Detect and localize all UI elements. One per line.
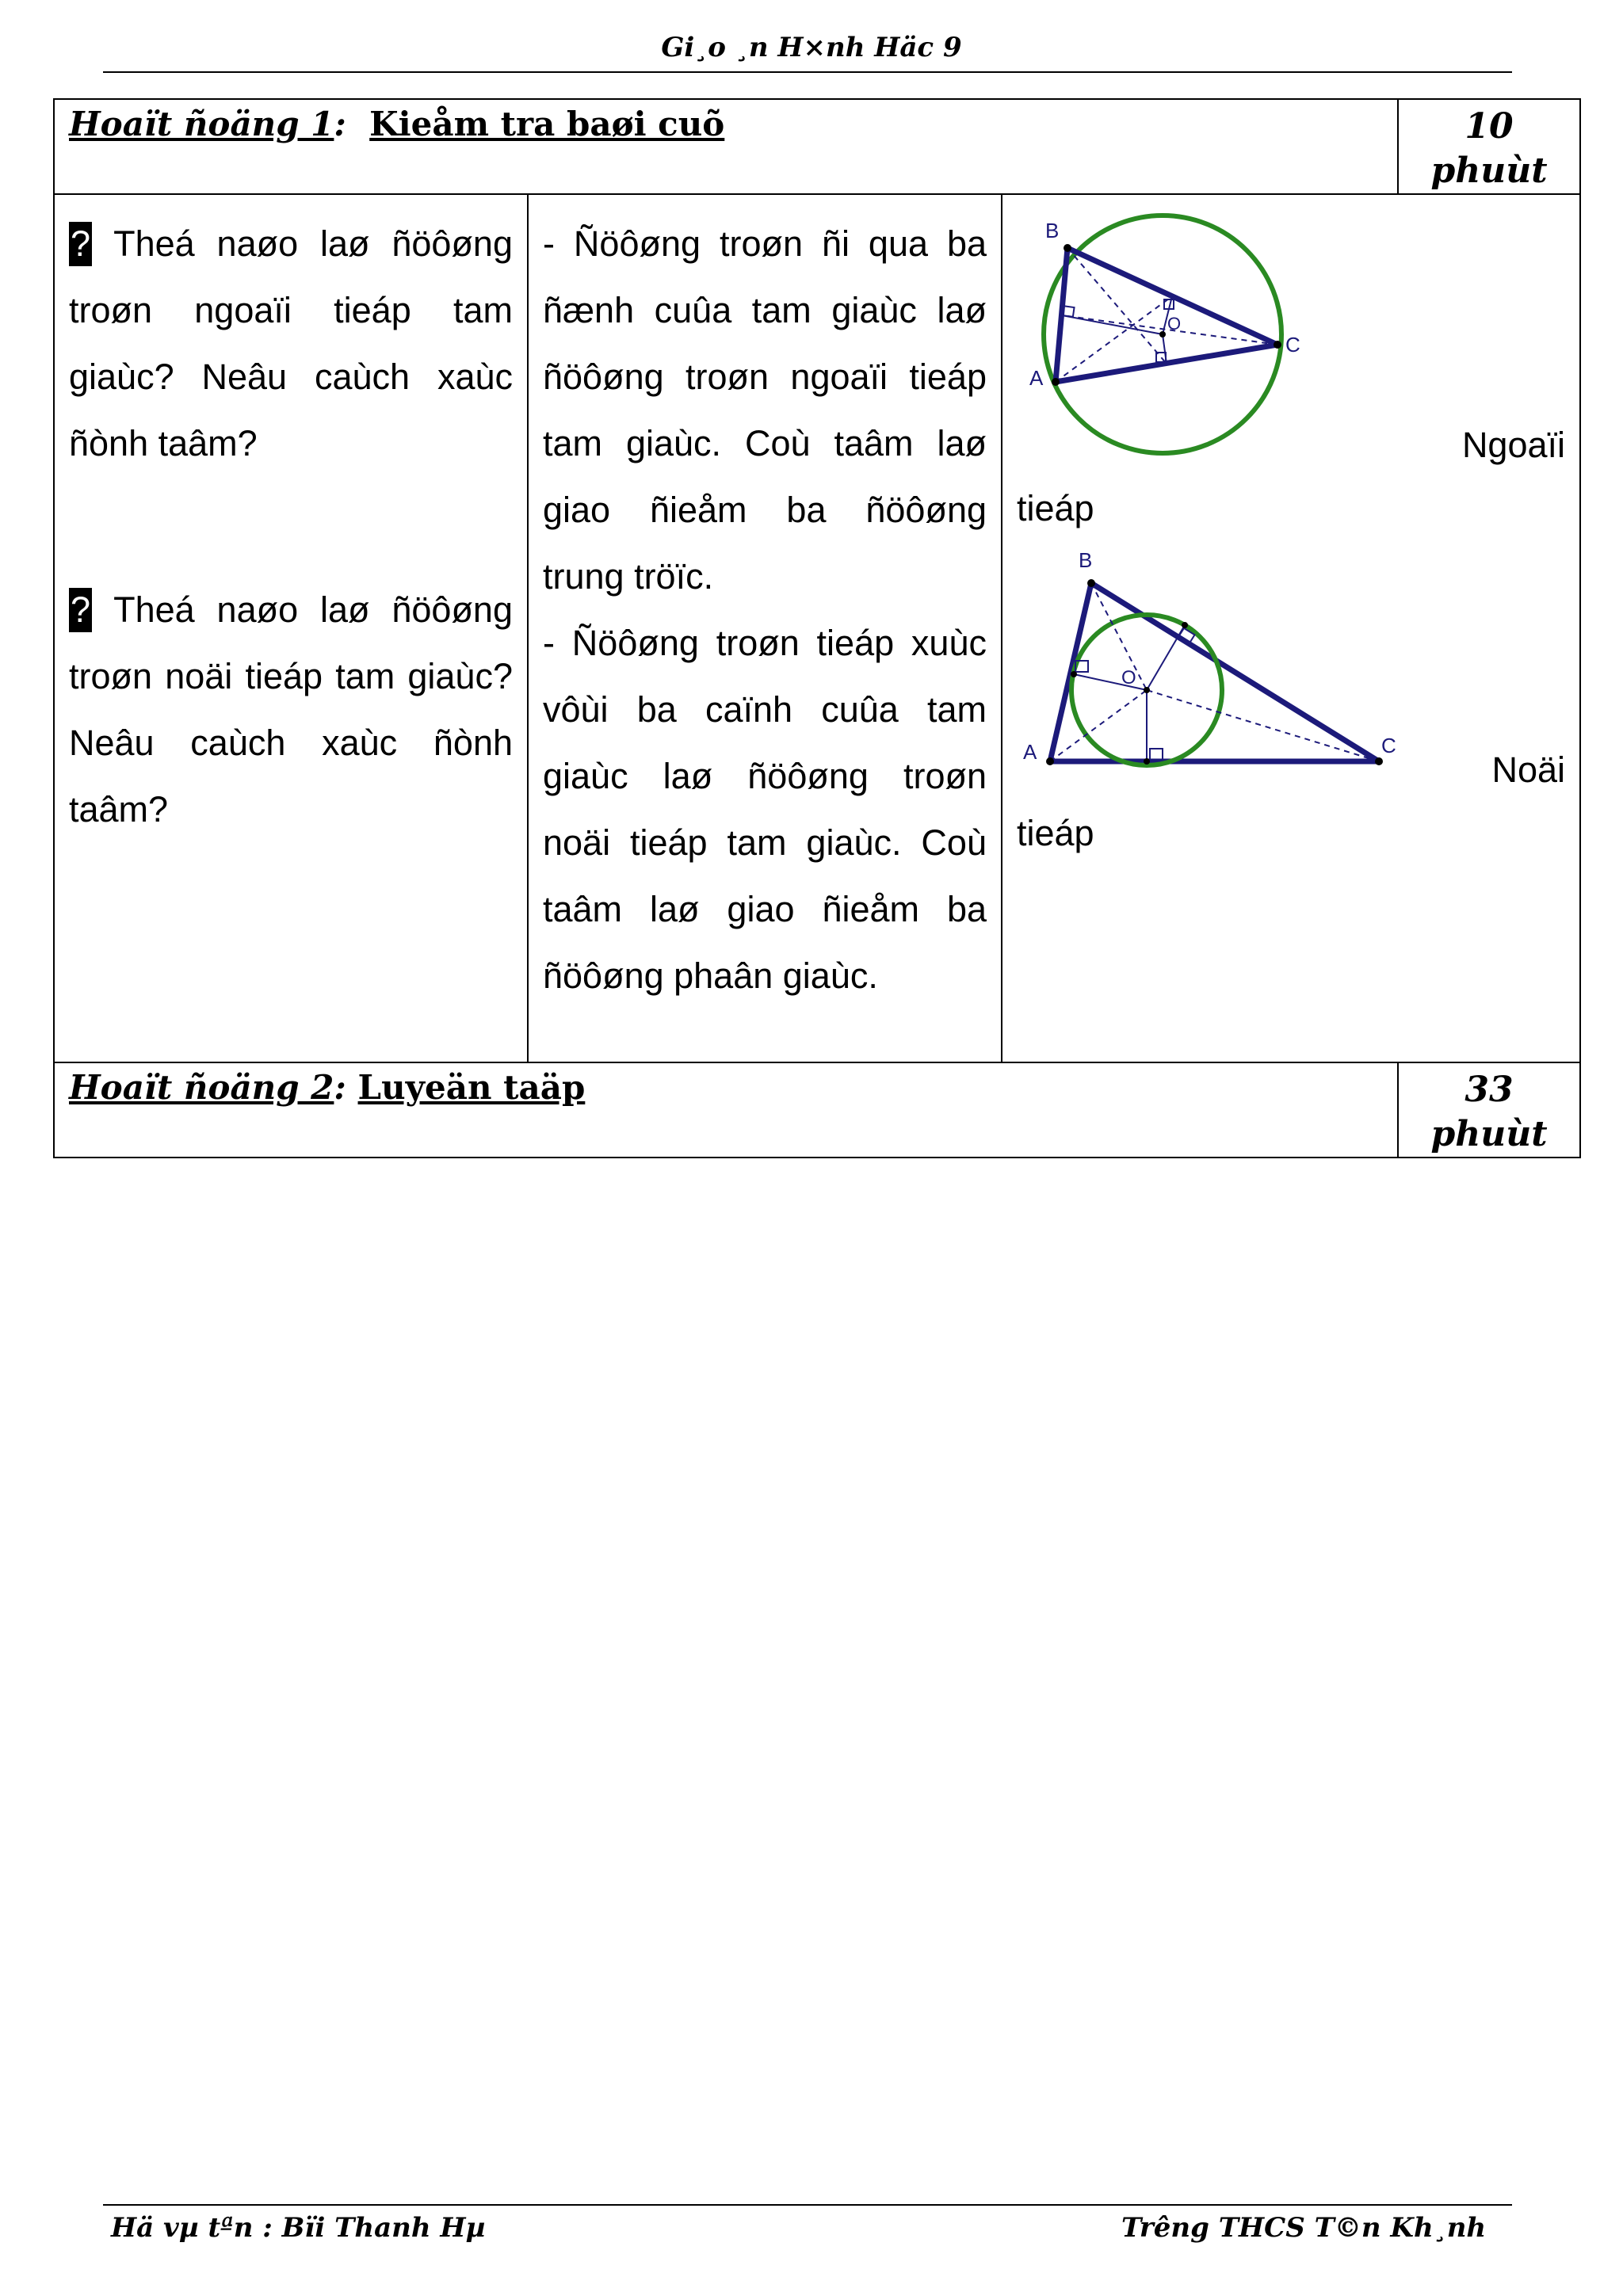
activity-2-row: [54, 1062, 1580, 1158]
question-mark-icon: ?: [69, 222, 92, 266]
angle-bisectors: [1050, 583, 1379, 761]
page-header-title: Gi¸o ¸n H×nh Häc 9: [661, 32, 962, 63]
question-1-text: Theá naøo laø ñöôøng troøn ngoaïi tieáp tam giaùc? Neâu caùch xaùc ñònh taâm?: [69, 223, 513, 463]
inscribed-circle-figure: [1002, 536, 1415, 781]
answers-cell: [528, 194, 1002, 1062]
activity-1-time-cell: [1398, 99, 1580, 194]
activity-2-time-value: 33: [1465, 1070, 1514, 1110]
activity-1-title: Kieåm tra baøi cuõ: [369, 105, 725, 143]
footer-author: Hä vµ tªn : Bïi Thanh Hµ: [111, 2212, 486, 2244]
circumscribed-caption-1: Ngoaïi: [1461, 425, 1566, 465]
inscribed-caption-2: tieáp: [1017, 813, 1094, 853]
activity-2-title: Luyeän taäp: [357, 1068, 586, 1107]
activity-1-label: Hoaït ñoäng 1: [69, 105, 334, 143]
questions-cell: [54, 194, 528, 1062]
question-2: [69, 577, 513, 843]
activity-2-time-cell: [1398, 1062, 1580, 1158]
activity-2-separator: :: [334, 1068, 346, 1107]
footer-rule: [103, 2204, 1512, 2206]
footer-school: Trêng THCS T©n Kh¸nh: [1121, 2212, 1487, 2244]
question-1: [69, 211, 513, 477]
point-label-a: A: [1029, 366, 1044, 390]
inscribed-caption-1: Noäi: [1491, 749, 1566, 790]
activity-1-time-value: 10: [1465, 106, 1514, 147]
answer-2: - Ñöôøng troøn tieáp xuùc vôùi ba caïnh cuûa tam giaùc laø ñöôøng troøn noäi tieáp tam giaùc. Coù taâm laø giao ñieåm ba ñöôøng phaân giaùc.: [543, 623, 987, 996]
triangle-abc-inscribed: [1050, 583, 1379, 761]
answer-1: - Ñöôøng troøn ñi qua ba ñænh cuûa tam giaùc laø ñöôøng troøn ngoaïi tieáp tam giaùc. Coù taâm laø giao ñieåm ba ñöôøng trung tröïc.: [543, 223, 987, 597]
point-label-o-inscribed: O: [1121, 667, 1136, 688]
circumscribed-caption-2: tieáp: [1017, 488, 1094, 528]
point-label-b-inscribed: B: [1079, 548, 1093, 572]
activity-1-row: [54, 99, 1580, 194]
lesson-table: [53, 98, 1581, 1158]
activity-2-title-cell: [54, 1062, 1398, 1158]
header-rule: [103, 71, 1512, 73]
question-mark-icon: ?: [69, 588, 92, 632]
activity-1-time-unit: phuùt: [1430, 151, 1548, 191]
circumscribed-circle-figure: [1012, 206, 1345, 467]
point-label-c: C: [1285, 333, 1300, 357]
point-label-o: O: [1167, 314, 1182, 334]
point-label-b: B: [1045, 219, 1060, 242]
activity-1-separator: :: [334, 105, 346, 143]
activity-1-content-row: [54, 194, 1580, 1062]
activity-2-label: Hoaït ñoäng 2: [69, 1068, 334, 1107]
triangle-vertices-inscribed: [1046, 579, 1383, 765]
point-label-c-inscribed: C: [1381, 734, 1396, 757]
question-2-text: Theá naøo laø ñöôøng troøn noäi tieáp tam giaùc? Neâu caùch xaùc ñònh taâm?: [69, 589, 513, 830]
figures-cell: [1002, 194, 1580, 1062]
activity-2-time-unit: phuùt: [1430, 1114, 1548, 1154]
point-label-a-inscribed: A: [1023, 740, 1037, 764]
activity-1-title-cell: [54, 99, 1398, 194]
